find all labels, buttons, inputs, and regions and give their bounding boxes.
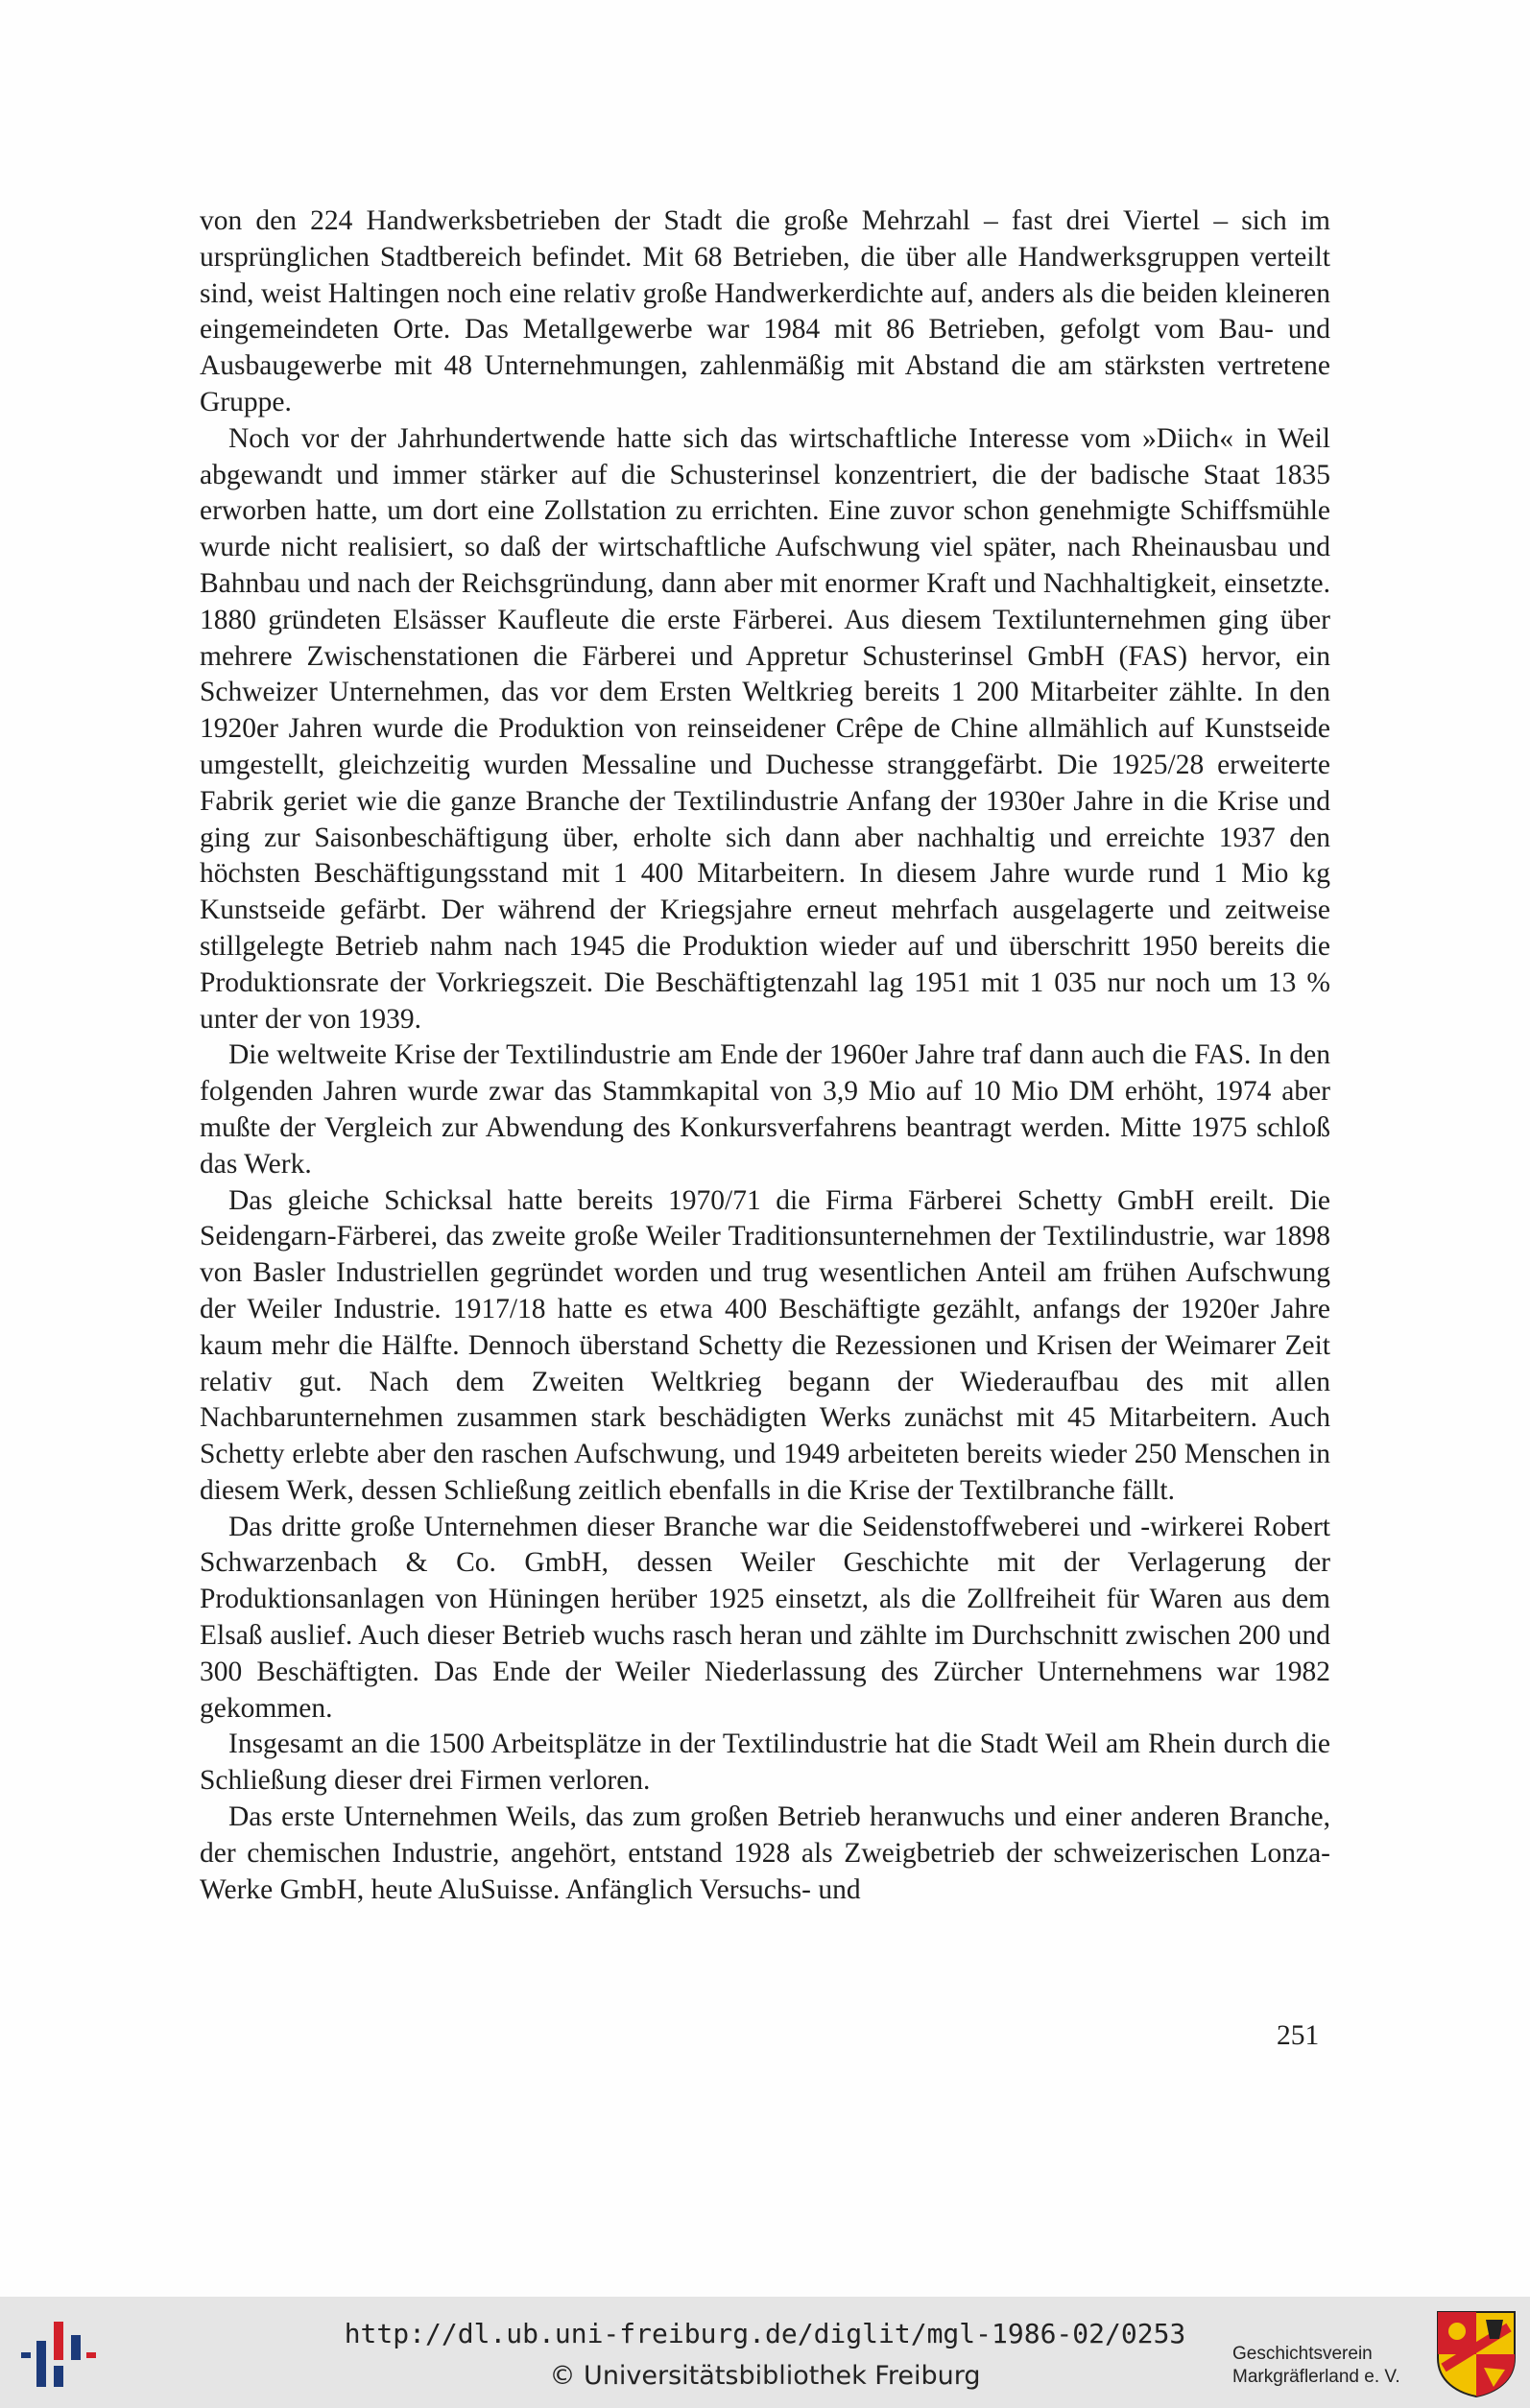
paragraph: Noch vor der Jahrhundertwende hatte sich das wirtschaftliche Interesse vom »Diich« in Weil abgewandt und immer stärker auf die Schusterinsel konzentriert, die der badische Staat 1835 erworben hatte, um dort eine Zollstation zu errichten. Eine zuvor schon genehmigte Schiffsmühle wurde nicht realisiert, so daß der wirtschaftliche Aufschwung viel später, nach Rheinausbau und Bahnbau und nach der Reichsgründung, dann aber mit enormer Kraft und Nachhaltigkeit, einsetzte. 1880 gründeten Elsässer Kaufleute die erste Färberei. Aus diesem Textilunternehmen ging über mehrere Zwischenstationen die Färberei und Appretur Schusterinsel GmbH (FAS) hervor, ein Schweizer Unternehmen, das vor dem Ersten Weltkrieg bereits 1 200 Mitarbeiter zählte. In den 1920er Jahren wurde die Produktion von reinseidener Crêpe de Chine allmählich auf Kunstseide umgestellt, gleichzeitig wurden Messaline und Duchesse stranggefärbt. Die 1925/28 erweiterte Fabrik geriet wie die ganze Branche der Textilindustrie Anfang der 1930er Jahre in die Krise und ging zur Saisonbeschäftigung über, erholte sich dann aber nachhaltig und erreichte 1937 den höchsten Beschäftigungsstand mit 1 400 Mitarbeitern. In diesem Jahre wurde rund 1 Mio kg Kunstseide gefärbt. Der während der Kriegsjahre erneut mehrfach ausgelagerte und zeitweise stillgelegte Betrieb nahm nach 1945 die Produktion wieder auf und überschritt 1950 bereits die Produktionsrate der Vorkriegszeit. Die Beschäftigtenzahl lag 1951 mit 1 035 nur noch um 13 % unter der von 1939. [200, 422, 1330, 1035]
copyright-text: © Universitätsbibliothek Freiburg [549, 2361, 981, 2391]
society-name-line: Markgräflerland e. V. [1232, 2367, 1400, 2387]
paragraph: Das dritte große Unternehmen dieser Branche war die Seidenstoffweberei und -wirkerei Robert Schwarzenbach & Co. GmbH, dessen Weiler Geschichte mit der Verlagerung der Produktionsanlagen von Hüningen herüber 1925 einsetzt, als die Zollfreiheit für Waren aus dem Elsaß auslief. Auch dieser Betrieb wuchs rasch heran und zählte im Durchschnitt zwischen 200 und 300 Beschäftigten. Das Ende der Weiler Niederlassung des Zürcher Unternehmens war 1982 gekommen. [200, 1511, 1330, 1724]
paragraph: Insgesamt an die 1500 Arbeitsplätze in der Textilindustrie hat die Stadt Weil am Rhein durch die Schließung dieser drei Firmen verloren. [200, 1729, 1330, 1797]
paragraph: von den 224 Handwerksbetrieben der Stadt die große Mehrzahl – fast drei Viertel – sich im ursprünglichen Stadtbereich befindet. Mit 68 Betrieben, die über alle Handwerksgruppen verteilt sind, weist Haltingen noch eine relativ große Handwerkerdichte auf, anders als die beiden kleineren eingemeindeten Orte. Das Metallgewerbe war 1984 mit 86 Betrieben, gefolgt vom Bau- und Ausbaugewerbe mit 48 Unternehmungen, zahlenmäßig mit Abstand die am stärksten vertretene Gruppe. [200, 205, 1330, 417]
society-name [1232, 2343, 1400, 2389]
paragraph: Die weltweite Krise der Textilindustrie am Ende der 1960er Jahre traf dann auch die FAS. In den folgenden Jahren wurde zwar das Stammkapital von 3,9 Mio auf 10 Mio DM erhöht, 1974 aber mußte der Vergleich zur Abwendung des Konkursverfahrens beantragt werden. Mitte 1975 schloß das Werk. [200, 1039, 1330, 1180]
paragraph: Das gleiche Schicksal hatte bereits 1970/71 die Firma Färberei Schetty GmbH ereilt. Die Seidengarn-Färberei, das zweite große Weiler Traditionsunternehmen der Textilindustrie, war 1898 von Basler Industriellen gegründet worden und trug wesentlichen Anteil am frühen Aufschwung der Weiler Industrie. 1917/18 hatte es etwa 400 Beschäftigte gezählt, anfangs der 1920er Jahre kaum mehr die Hälfte. Dennoch überstand Schetty die Rezessionen und Krisen der Weimarer Zeit relativ gut. Nach dem Zweiten Weltkrieg begann der Wiederaufbau des mit allen Nachbarunternehmen zusammen stark beschädigten Werks zunächst mit 45 Mitarbeitern. Auch Schetty erlebte aber den raschen Aufschwung, und 1949 arbeiteten bereits wieder 250 Menschen in diesem Werk, dessen Schließung zeitlich ebenfalls in die Krise der Textilbranche fällt. [200, 1184, 1330, 1506]
page-number: 251 [1277, 2020, 1320, 2051]
paragraph: Das erste Unternehmen Weils, das zum großen Betrieb heranwuchs und einer anderen Branche, der chemischen Industrie, angehört, entstand 1928 als Zweigbetrieb der schweizerischen Lonza-Werke GmbH, heute AluSuisse. Anfänglich Versuchs- und [200, 1801, 1330, 1905]
society-name-line: Geschichtsverein [1232, 2344, 1373, 2364]
footer-bar [0, 2297, 1530, 2408]
coat-of-arms-icon[interactable] [1436, 2310, 1517, 2398]
url-text[interactable]: http://dl.ub.uni-freiburg.de/diglit/mgl-1986-02/0253 [344, 2318, 1186, 2349]
body-text [200, 203, 1330, 1908]
